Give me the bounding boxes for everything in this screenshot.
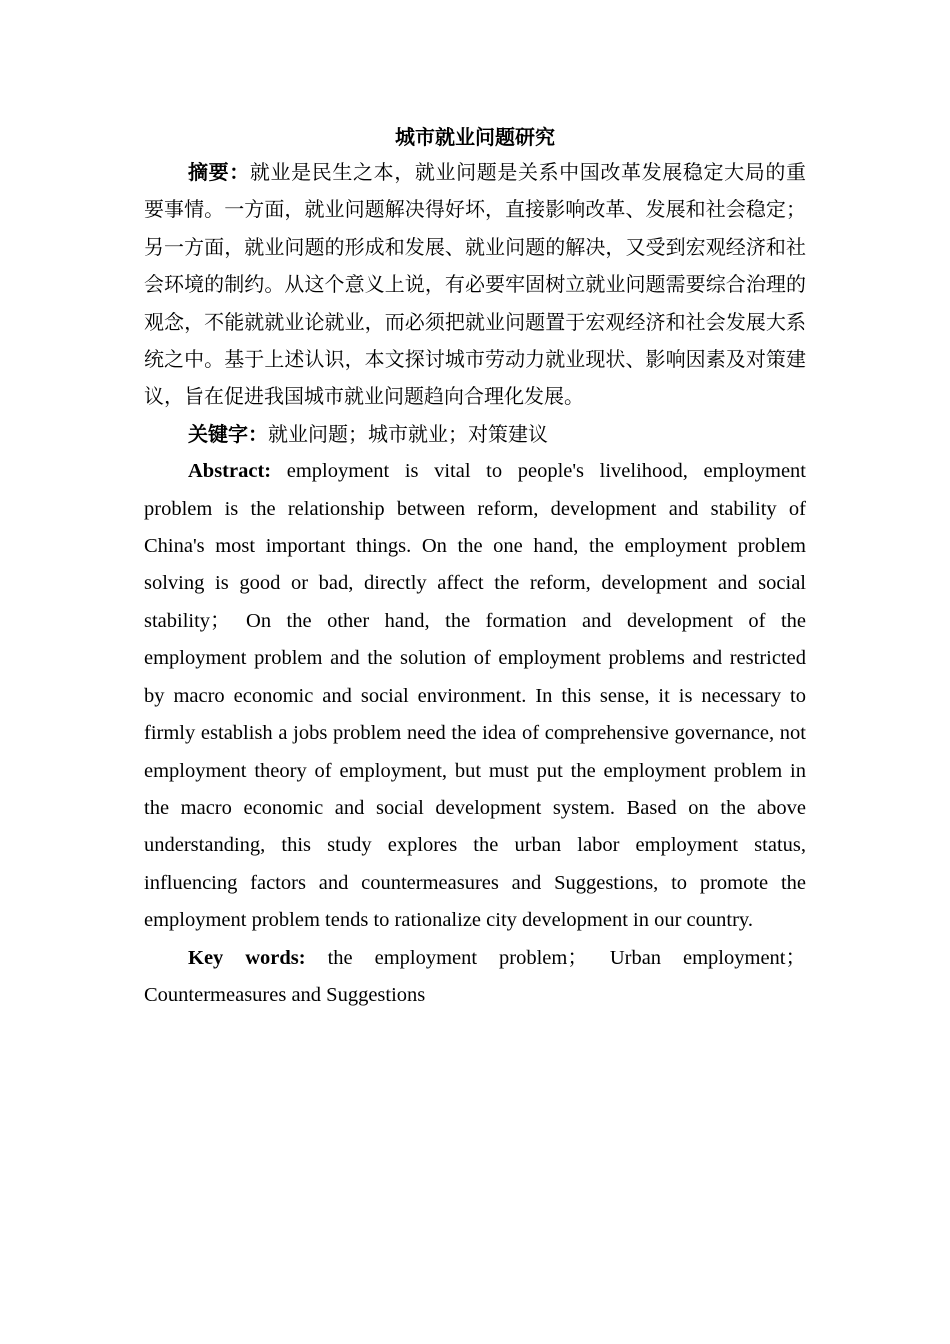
keywords-cn	[144, 416, 806, 453]
document-body	[144, 120, 806, 1014]
keywords-en-label: Key words:	[188, 946, 306, 969]
abstract-en-label: Abstract:	[188, 460, 272, 483]
document-title: 城市就业问题研究	[395, 125, 555, 149]
abstract-en-text: employment is vital to people's livelihood, employment problem is the relationship between reform, development and stability of China's most important things. On the one hand, the employment problem solving is good or bad, directly affect the reform, development and social stability； On the other hand, the formation and development of the employment problem and the solution of employment problems and restricted by macro economic and social environment. In this sense, it is necessary to firmly establish a jobs problem need the idea of comprehensive governance, not employment theory of employment, but must put the employment problem in the macro economic and social development system. Based on the above understanding, this study explores the urban labor employment status, influencing factors and countermeasures and Suggestions, to promote the employment problem tends to rationalize city development in our country.	[144, 460, 806, 932]
abstract-en	[144, 453, 806, 939]
keywords-en-text: the employment problem； Urban employment；Countermeasures and Suggestions	[144, 946, 806, 1006]
keywords-en	[144, 940, 806, 1015]
keywords-cn-text: 就业问题；城市就业；对策建议	[268, 421, 548, 446]
abstract-cn	[144, 154, 806, 416]
abstract-cn-text: 就业是民生之本，就业问题是关系中国改革发展稳定大局的重要事情。一方面，就业问题解决得好坏，直接影响改革、发展和社会稳定；另一方面，就业问题的形成和发展、就业问题的解决，又受到宏观经济和社会环境的制约。从这个意义上说，有必要牢固树立就业问题需要综合治理的观念，不能就就业论就业，而必须把就业问题置于宏观经济和社会发展大系统之中。基于上述认识，本文探讨城市劳动力就业现状、影响因素及对策建议，旨在促进我国城市就业问题趋向合理化发展。	[144, 160, 807, 409]
keywords-cn-label: 关键字：	[188, 421, 268, 446]
abstract-cn-label: 摘要：	[188, 160, 250, 184]
